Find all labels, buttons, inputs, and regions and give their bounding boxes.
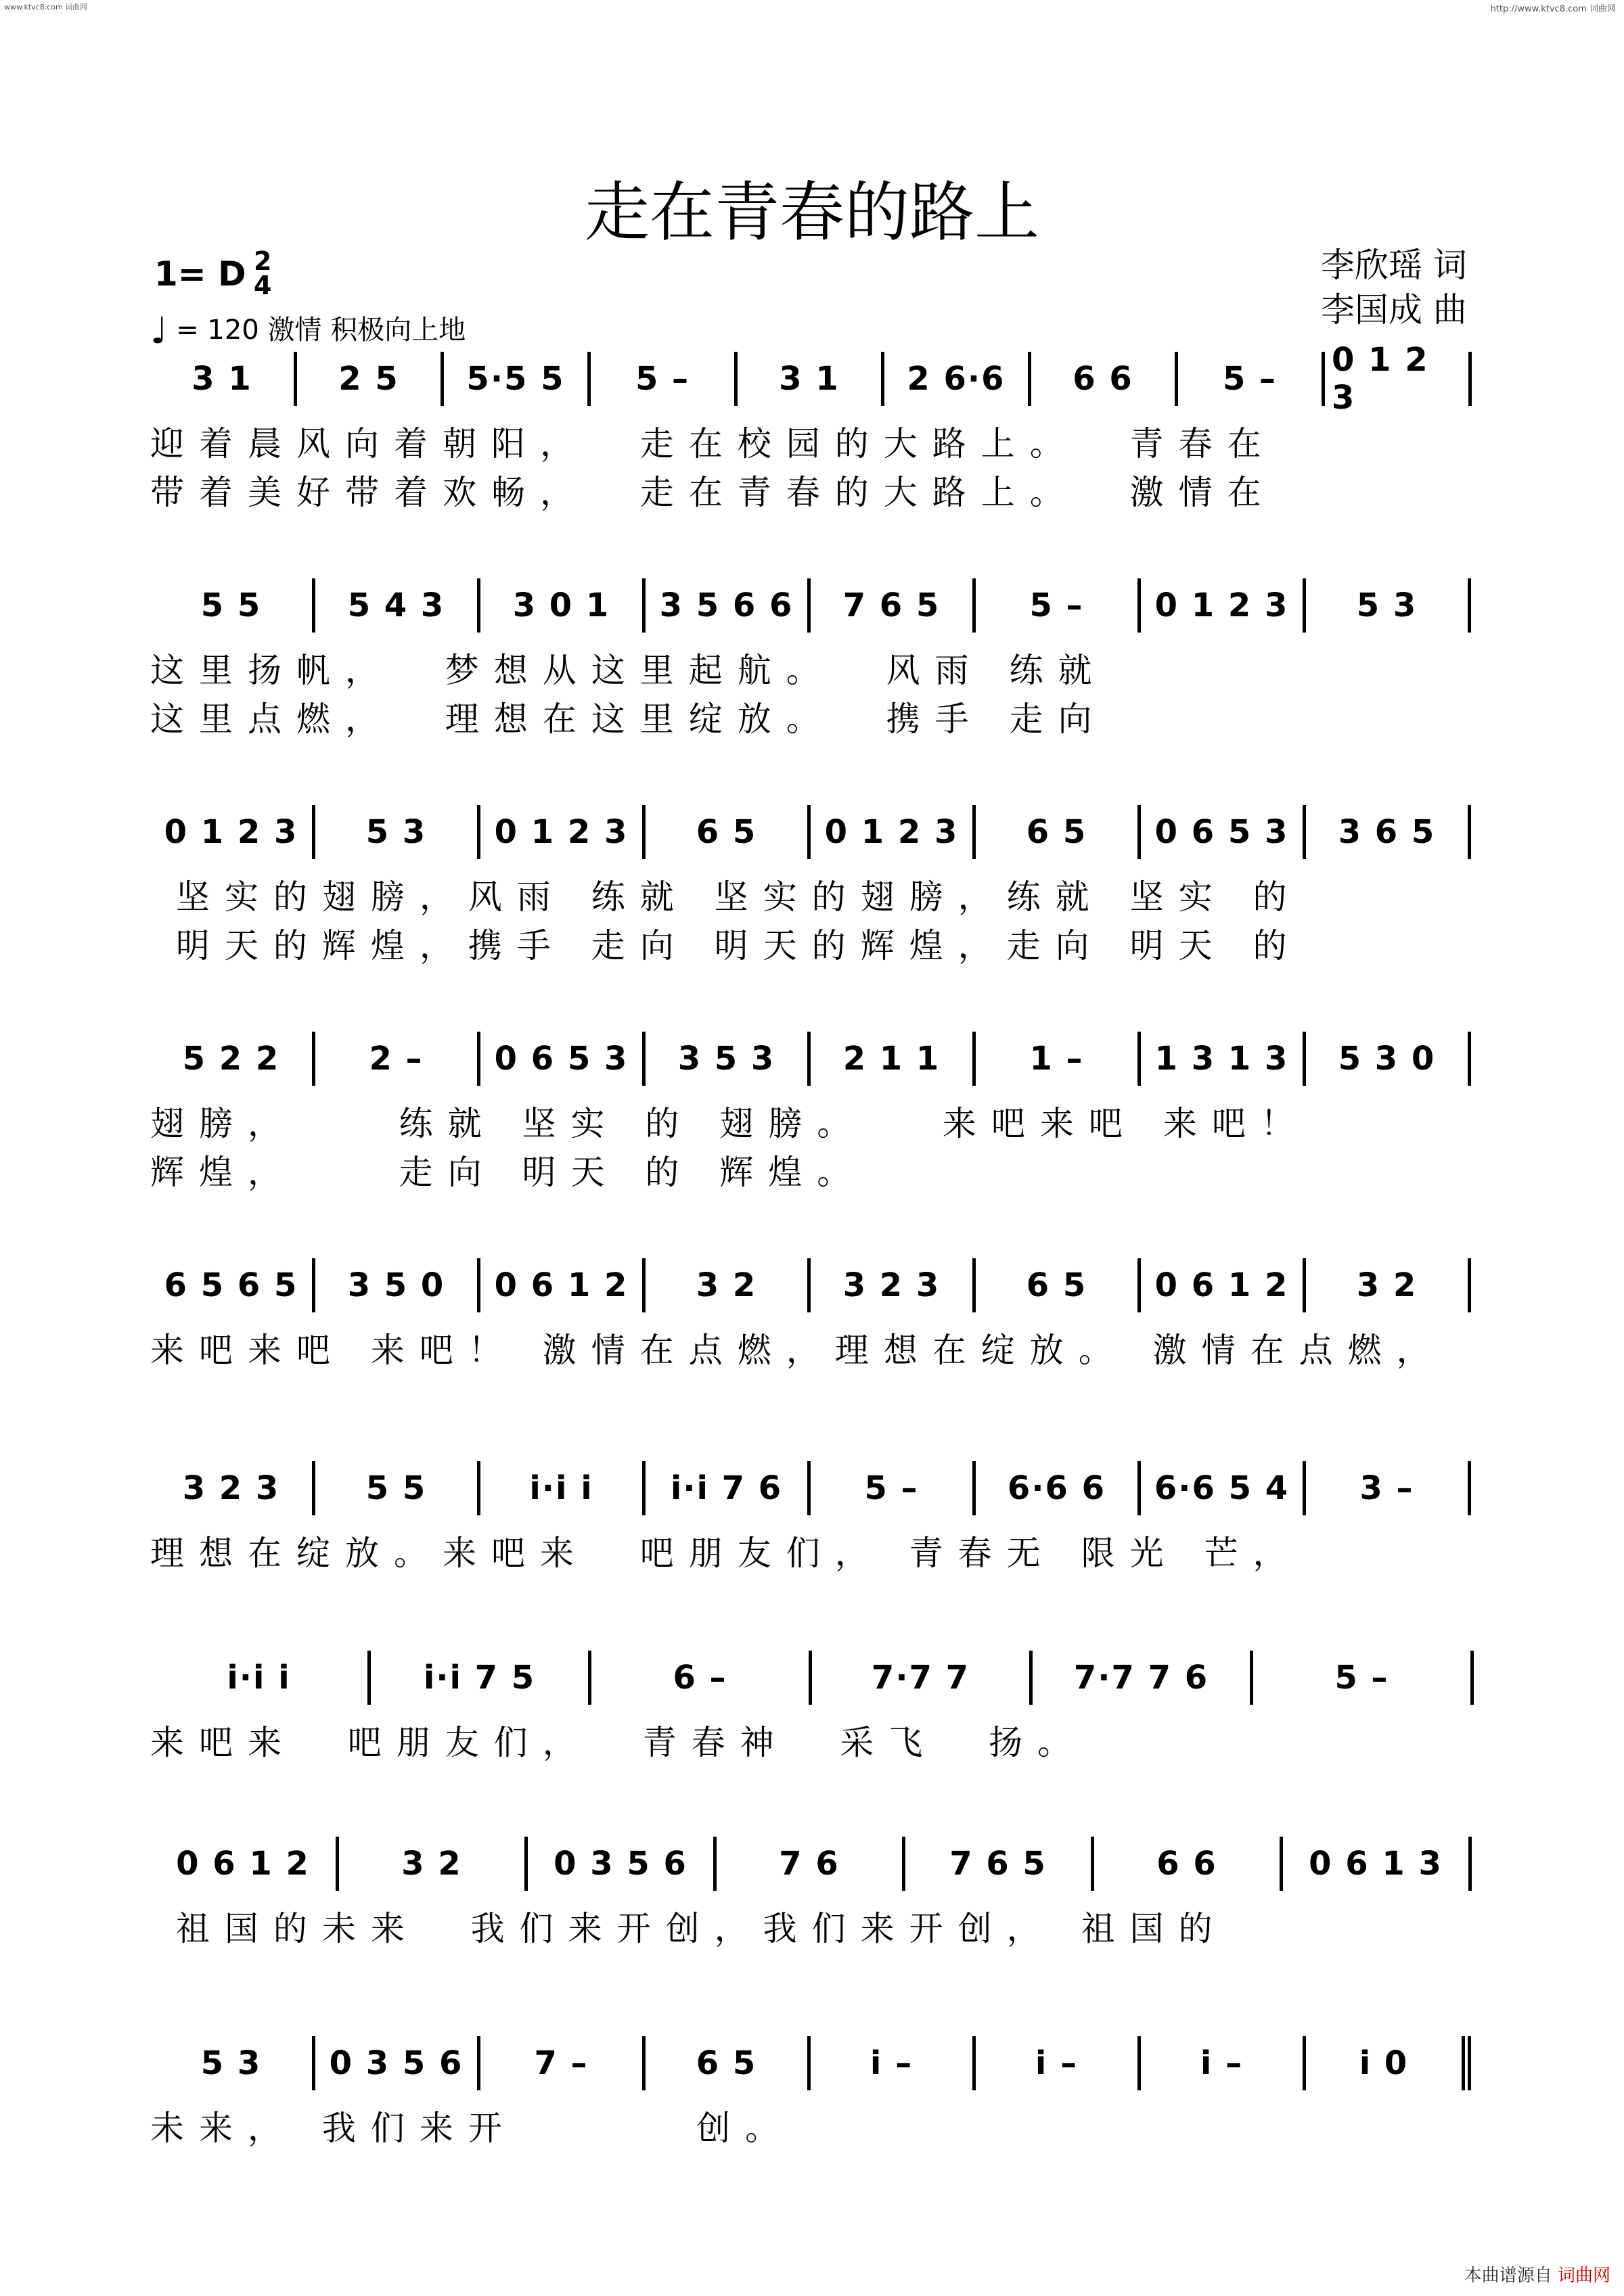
measure: 0 3 5 6 [528,1837,717,1891]
measure: 3 5 3 [646,1032,811,1086]
time-signature-bottom: 4 [254,271,272,300]
measure: 6 5 6 5 [150,1258,315,1312]
measure: 5 3 [315,805,480,859]
measure: 1 3 1 3 [1141,1032,1306,1086]
measure: 0 6 5 3 [1141,805,1306,859]
measure: 5 – [1253,1651,1474,1705]
measure: 3 1 [150,352,297,406]
measure: 5 5 [315,1461,480,1515]
measure: 2 5 [297,352,444,406]
notes-row [150,1461,1474,1515]
measure: 5·5 5 [444,352,591,406]
measure: 5 3 0 [1306,1032,1471,1086]
score-line [150,1461,1474,1651]
measure: 5 2 2 [150,1032,315,1086]
measure: 5 – [1178,352,1325,406]
score-line [150,578,1474,768]
measure: 3 2 [646,1258,811,1312]
notes-row [150,341,1474,417]
measure: i·i i [150,1651,371,1705]
measure: 5 5 [150,578,315,633]
lyrics-verse-1: 翅膀， 练就 坚实 的 翅膀。 来吧来吧 来吧！ [150,1104,1309,1143]
lyrics-verse-1: 迎着晨风向着朝阳， 走在校园的大路上。 青春在 [150,424,1276,463]
score-line [150,1032,1474,1221]
measure: 3 6 5 [1306,805,1471,859]
measure: i – [976,2036,1141,2090]
time-signature [254,246,272,300]
score-line [150,1651,1474,1840]
measure: 0 6 1 2 [480,1258,646,1312]
measure: 6·6 6 [976,1461,1141,1515]
measure: 7 6 5 [811,578,976,633]
source-text: 本曲谱源自 [1464,2266,1552,2286]
measure: 7 – [480,2036,646,2090]
key-signature: 1= D [154,254,246,294]
score-line [150,341,1474,541]
tempo-text: = 120 激情 积极向上地 [176,315,466,346]
measure: 0 6 1 2 [1141,1258,1306,1312]
measure: 6 – [591,1651,812,1705]
lyrics-verse-1: 坚实的翅膀，风雨 练就 坚实的翅膀，练就 坚实 的 [150,877,1302,917]
lyricist-credit: 李欣瑶 词 [1321,246,1467,285]
measure: 0 1 2 3 [1141,578,1306,633]
measure: i – [1141,2036,1306,2090]
lyrics-verse-1: 未来， 我们来开 创。 [150,2109,794,2148]
lyrics-verse-1: 祖国的未来 我们来开创，我们来开创， 祖国的 [150,1909,1227,1948]
measure: i·i i [480,1461,646,1515]
measure: 6 6 [1094,1837,1283,1891]
measure: 3 2 [339,1837,528,1891]
tempo-marking [150,308,466,352]
site-watermark-top-left: www.ktvc8.com 词曲网 [4,3,88,12]
measure: i 0 [1306,2036,1471,2090]
measure: 0 3 5 6 [315,2036,480,2090]
notes-row [150,578,1474,633]
measure: 5 4 3 [315,578,480,633]
lyrics-verse-2: 这里点燃， 理想在这里绽放。 携手 走向 [150,699,1107,739]
measure: 3 1 [738,352,884,406]
measure: 6 5 [646,2036,811,2090]
site-watermark-top-right: http://www.ktvc8.com 词曲网 [1490,4,1616,14]
notes-row [150,2036,1474,2090]
measure: 7 6 [717,1837,905,1891]
notes-row [150,1032,1474,1086]
score-line [150,1258,1474,1448]
score-line [150,1837,1474,2026]
score-line [150,2036,1474,2226]
notes-row [150,1837,1474,1891]
song-title: 走在青春的路上 [585,175,1039,250]
notes-row [150,805,1474,859]
measure: 2 6·6 [884,352,1031,406]
lyrics-verse-1: 理想在绽放。来吧来 吧朋友们， 青春无 限光 芒， [150,1534,1302,1573]
score-line [150,805,1474,994]
composer-credit: 李国成 曲 [1321,290,1467,329]
time-signature-top: 2 [254,246,272,276]
measure: 6·6 5 4 [1141,1461,1306,1515]
measure: 3 2 [1306,1258,1471,1312]
measure: 7 6 5 [905,1837,1094,1891]
lyrics-verse-2: 明天的辉煌，携手 走向 明天的辉煌，走向 明天 的 [150,926,1302,965]
measure: 0 1 2 3 [1325,352,1472,406]
measure: 6 5 [976,1258,1141,1312]
measure: 3 – [1306,1461,1471,1515]
measure: 0 6 1 3 [1283,1837,1472,1891]
brand-logo-text: 词曲网 [1557,2266,1610,2286]
measure: i·i 7 5 [371,1651,591,1705]
measure: 0 6 1 2 [150,1837,339,1891]
lyrics-verse-2: 带着美好带着欢畅， 走在青春的大路上。 激情在 [150,473,1276,512]
measure: 5 3 [150,2036,315,2090]
measure: 1 – [976,1032,1141,1086]
measure: 6 6 [1031,352,1178,406]
lyrics-verse-2: 辉煌， 走向 明天 的 辉煌。 [150,1153,866,1192]
lyrics-verse-1: 这里扬帆， 梦想从这里起航。 风雨 练就 [150,651,1107,690]
measure: 0 1 2 3 [811,805,976,859]
measure: 0 6 5 3 [480,1032,646,1086]
measure: 0 1 2 3 [150,805,315,859]
measure: 3 2 3 [150,1461,315,1515]
measure: 5 – [591,352,738,406]
measure: 6 5 [646,805,811,859]
measure: 0 1 2 3 [480,805,646,859]
measure: 5 3 [1306,578,1471,633]
measure: i·i 7 6 [646,1461,811,1515]
measure: 2 – [315,1032,480,1086]
measure: 5 – [976,578,1141,633]
measure: 3 2 3 [811,1258,976,1312]
measure: 2 1 1 [811,1032,976,1086]
measure: 5 – [811,1461,976,1515]
measure: 3 0 1 [480,578,646,633]
notes-row [150,1258,1474,1312]
measure: 7·7 7 [812,1651,1033,1705]
lyrics-verse-1: 来吧来吧 来吧！ 激情在点燃，理想在绽放。 激情在点燃， [150,1331,1445,1370]
measure: i – [811,2036,976,2090]
measure: 7·7 7 6 [1033,1651,1253,1705]
measure: 3 5 0 [315,1258,480,1312]
measure: 6 5 [976,805,1141,859]
measure: 3 5 6 6 [646,578,811,633]
quarter-note-icon: ♩ [150,309,168,352]
notes-row [150,1651,1474,1705]
site-watermark-bottom [1464,2261,1610,2287]
lyrics-verse-1: 来吧来 吧朋友们， 青春神 采飞 扬。 [150,1723,1087,1762]
